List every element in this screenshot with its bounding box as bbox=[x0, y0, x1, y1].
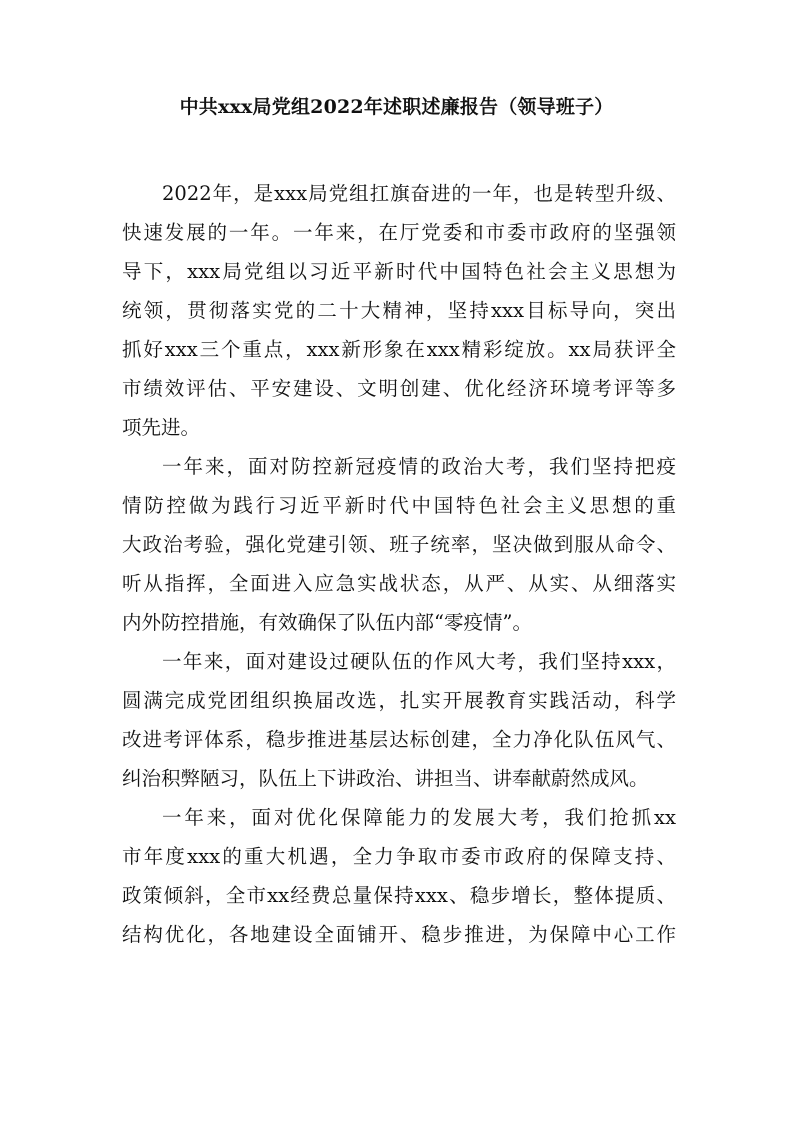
paragraph-line: 2022年，是xxx局党组扛旗奋进的一年，也是转型升级、 bbox=[162, 182, 676, 205]
paragraph-2 bbox=[122, 447, 676, 642]
paragraph-line: 项先进。 bbox=[122, 416, 201, 439]
paragraph-line: 市年度xxx的重大机遇，全力争取市委市政府的保障支持、 bbox=[122, 845, 676, 868]
paragraph-line: 导下，xxx局党组以习近平新时代中国特色社会主义思想为 bbox=[122, 260, 676, 283]
paragraph-line: 听从指挥，全面进入应急实战状态，从严、从实、从细落实 bbox=[122, 572, 676, 595]
paragraph-line: 市绩效评估、平安建设、文明创建、优化经济环境考评等多 bbox=[122, 377, 676, 400]
paragraph-1 bbox=[122, 174, 676, 447]
paragraph-line: 统领，贯彻落实党的二十大精神，坚持xxx目标导向，突出 bbox=[122, 299, 676, 322]
paragraph-line: 快速发展的一年。一年来，在厅党委和市委市政府的坚强领 bbox=[122, 221, 676, 244]
paragraph-line: 一年来，面对防控新冠疫情的政治大考，我们坚持把疫 bbox=[162, 455, 676, 478]
paragraph-line: 一年来，面对建设过硬队伍的作风大考，我们坚持xxx， bbox=[162, 650, 676, 673]
paragraph-line: 内外防控措施，有效确保了队伍内部“零疫情”。 bbox=[122, 611, 532, 634]
paragraph-line: 改进考评体系，稳步推进基层达标创建，全力净化队伍风气、 bbox=[122, 728, 676, 751]
paragraph-line: 抓好xxx三个重点，xxx新形象在xxx精彩绽放。xx局获评全 bbox=[122, 338, 676, 361]
paragraph-line: 大政治考验，强化党建引领、班子统率，坚决做到服从命令、 bbox=[122, 533, 676, 556]
paragraph-line: 圆满完成党团组织换届改选，扎实开展教育实践活动，科学 bbox=[122, 689, 676, 712]
document-body bbox=[122, 174, 676, 954]
paragraph-line: 结构优化，各地建设全面铺开、稳步推进，为保障中心工作 bbox=[122, 923, 676, 946]
paragraph-3 bbox=[122, 642, 676, 798]
paragraph-line: 纠治积弊陋习，队伍上下讲政治、讲担当、讲奉献蔚然成风。 bbox=[122, 767, 649, 790]
paragraph-line: 情防控做为践行习近平新时代中国特色社会主义思想的重 bbox=[122, 494, 676, 517]
document-title: 中共xxx局党组2022年述职述廉报告（领导班子） bbox=[179, 96, 614, 118]
paragraph-line: 政策倾斜，全市xx经费总量保持xxx、稳步增长，整体提质、 bbox=[122, 884, 676, 907]
paragraph-line: 一年来，面对优化保障能力的发展大考，我们抢抓xx bbox=[162, 806, 676, 829]
paragraph-4 bbox=[122, 798, 676, 954]
